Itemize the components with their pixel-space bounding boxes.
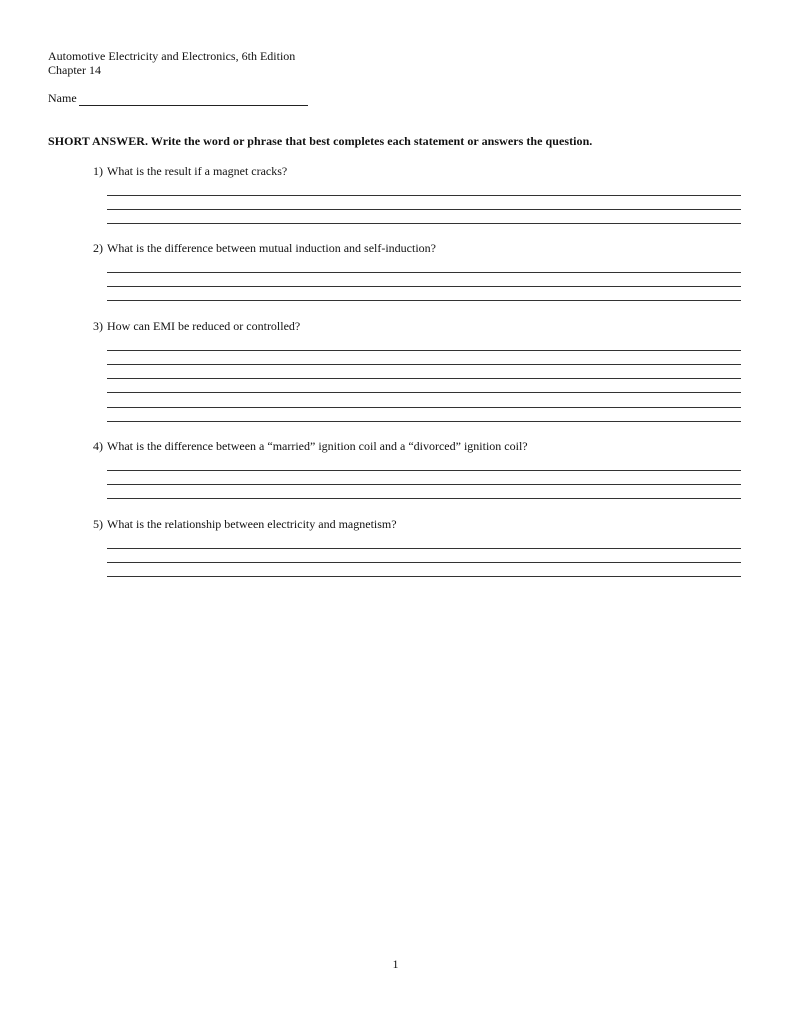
question-prompt: How can EMI be reduced or controlled? [107,319,301,333]
name-label: Name [48,91,77,105]
question-number: 5) [93,517,103,531]
question-text [93,319,743,333]
chapter-label: Chapter 14 [48,63,101,77]
answer-line[interactable] [107,300,741,301]
answer-line[interactable] [107,470,741,471]
question-text [93,517,743,531]
question-number: 3) [93,319,103,333]
answer-line[interactable] [107,223,741,224]
name-field-row [48,91,308,106]
answer-line[interactable] [107,576,741,577]
question-text [93,241,743,255]
question-prompt: What is the relationship between electricity and magnetism? [107,517,397,531]
question-prompt: What is the difference between mutual induction and self-induction? [107,241,436,255]
question-text [93,439,743,453]
answer-line[interactable] [107,378,741,379]
question-4 [93,439,743,453]
question-prompt: What is the result if a magnet cracks? [107,164,288,178]
answer-line[interactable] [107,548,741,549]
question-number: 4) [93,439,103,453]
answer-line[interactable] [107,364,741,365]
answer-line[interactable] [107,421,741,422]
name-blank-line[interactable] [79,93,308,106]
page-number: 1 [392,957,399,971]
question-number: 1) [93,164,103,178]
answer-line[interactable] [107,195,741,196]
answer-line[interactable] [107,407,741,408]
answer-line[interactable] [107,392,741,393]
question-prompt: What is the difference between a “married” ignition coil and a “divorced” ignition coil? [107,439,528,453]
question-text [93,164,743,178]
answer-line[interactable] [107,286,741,287]
answer-line[interactable] [107,209,741,210]
answer-line[interactable] [107,350,741,351]
question-1 [93,164,743,178]
question-5 [93,517,743,531]
question-3 [93,319,743,333]
question-2 [93,241,743,255]
answer-line[interactable] [107,498,741,499]
answer-line[interactable] [107,272,741,273]
section-instructions: SHORT ANSWER. Write the word or phrase that best completes each statement or answers the question. [48,134,593,148]
question-number: 2) [93,241,103,255]
answer-line[interactable] [107,562,741,563]
answer-line[interactable] [107,484,741,485]
book-title: Automotive Electricity and Electronics, 6th Edition [48,49,296,63]
